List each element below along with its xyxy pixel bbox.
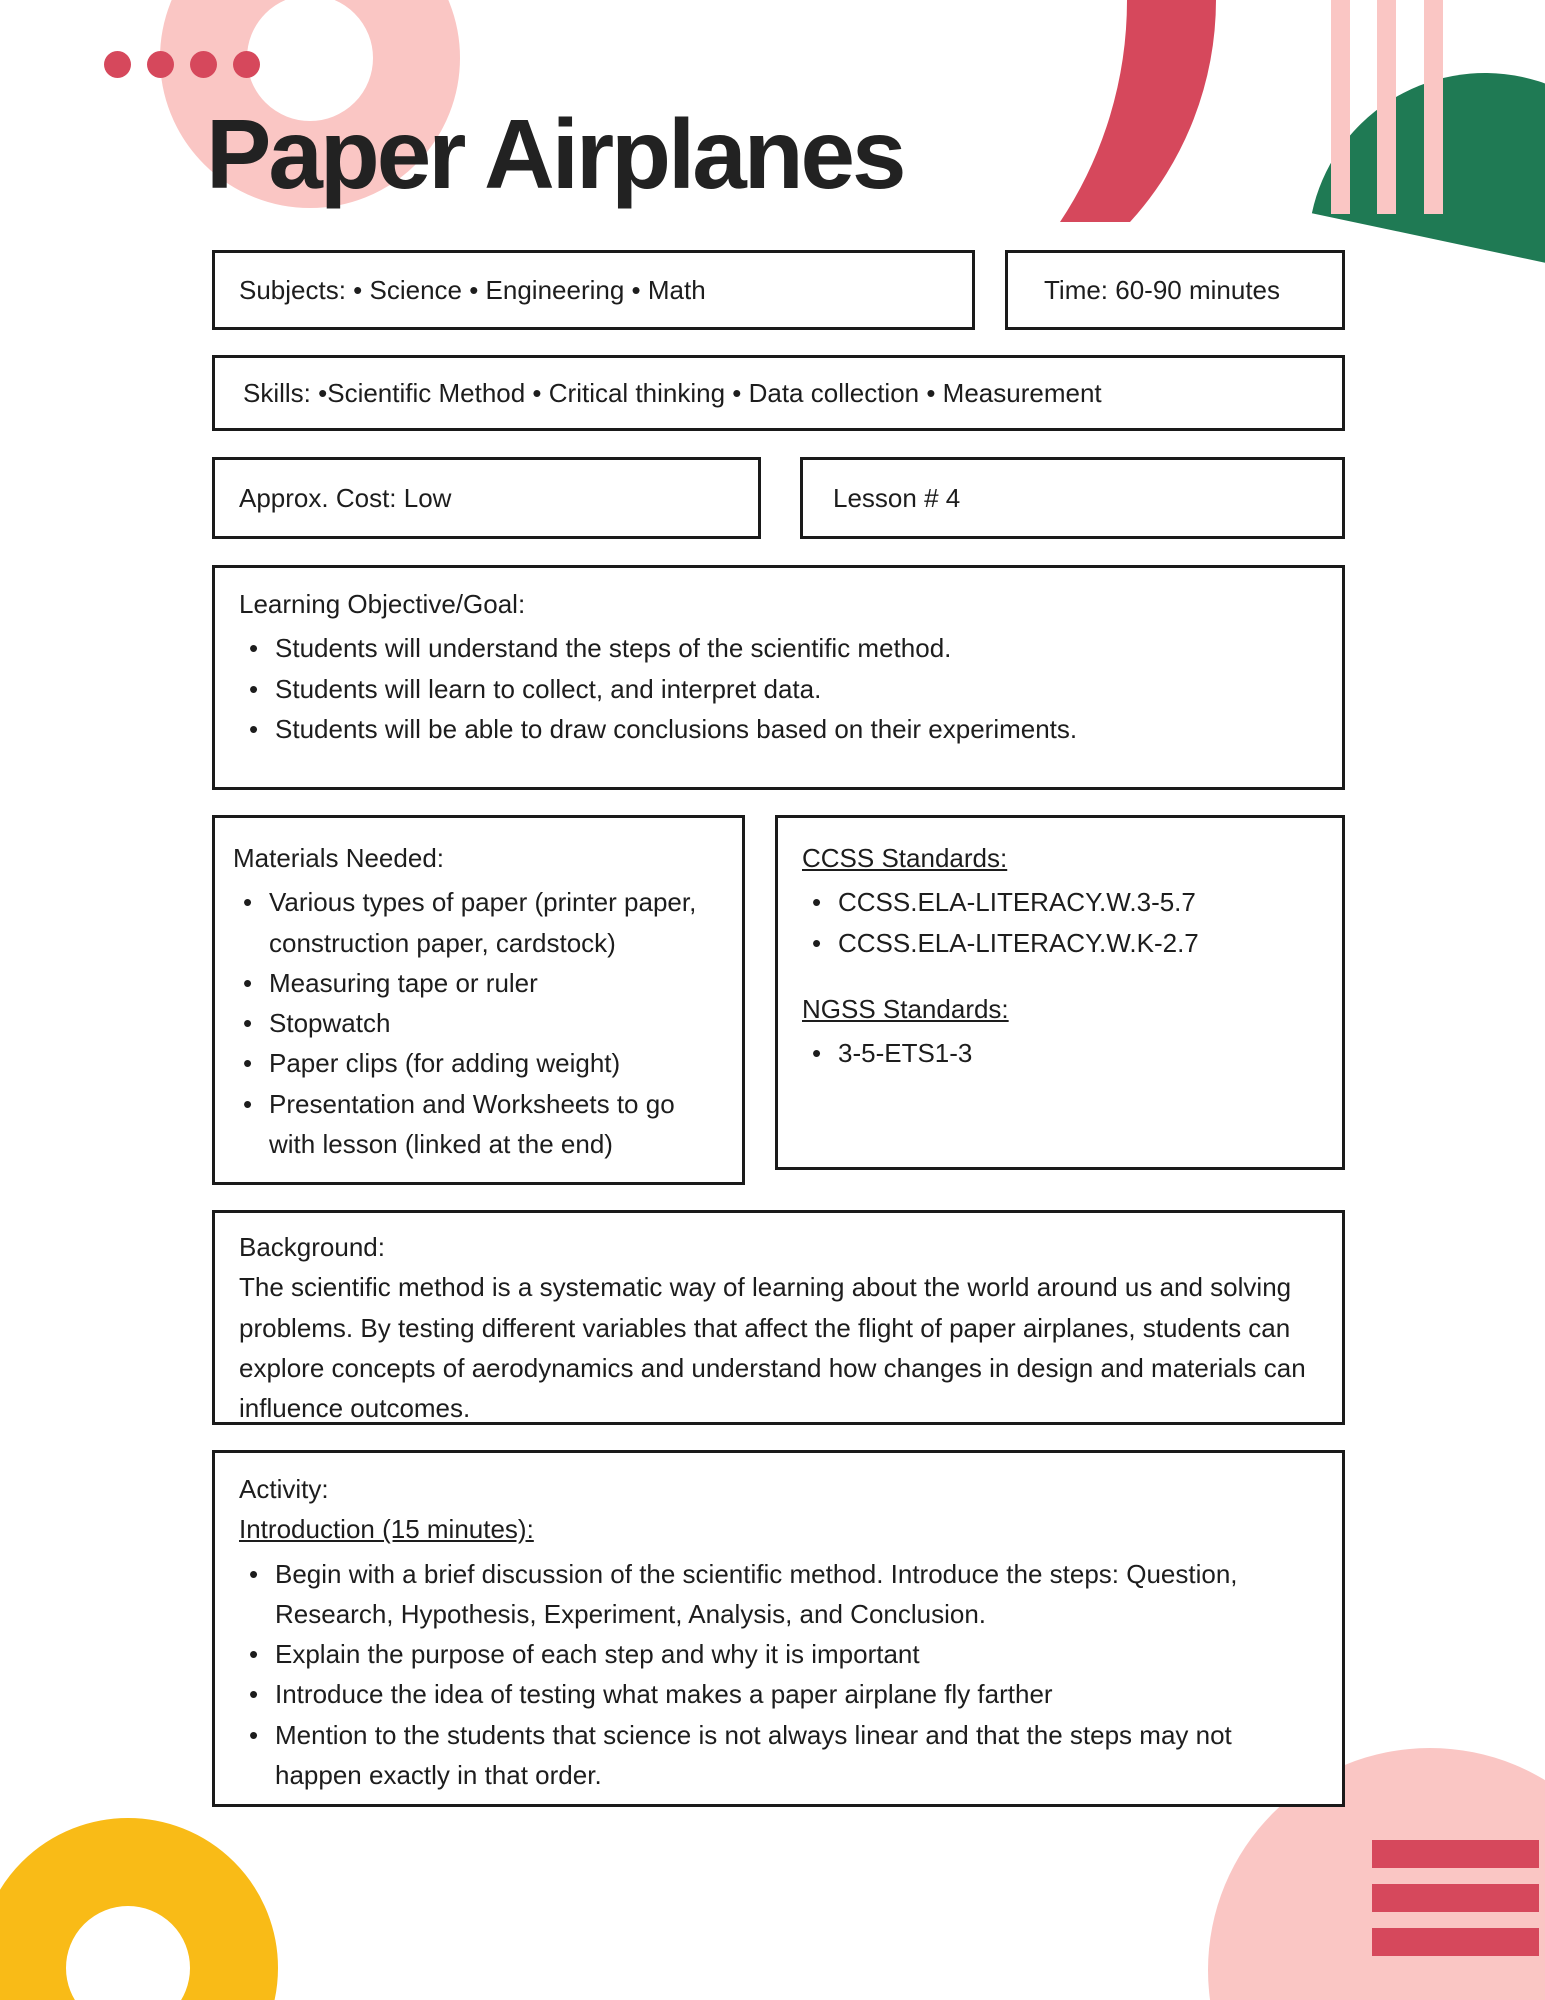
cost-box (212, 457, 761, 539)
list-item: • Students will be able to draw conclusions based on their experiments. (239, 709, 1318, 749)
list-item: • Students will learn to collect, and interpret data. (239, 669, 1318, 709)
list-item: • CCSS.ELA-LITERACY.W.K-2.7 (802, 923, 1318, 963)
ccss-standards-list (802, 882, 1318, 963)
skills-label: Skills: •Scientific Method • Critical thinking • Data collection • Measurement (243, 377, 1102, 408)
pink-stripe-decoration (1377, 0, 1396, 214)
list-item: • Begin with a brief discussion of the scientific method. Introduce the steps: Question, Research, Hypothesis, Experiment, Analysis, and Conclusion. (239, 1554, 1318, 1635)
materials-box (212, 815, 745, 1185)
time-box (1005, 250, 1345, 330)
list-item: • Explain the purpose of each step and why it is important (239, 1634, 1318, 1674)
learning-objective-box (212, 565, 1345, 790)
background-heading: Background: (239, 1232, 385, 1262)
red-stripe-decoration (1372, 1928, 1539, 1956)
lesson-number-box (800, 457, 1345, 539)
list-item: • Students will understand the steps of the scientific method. (239, 628, 1318, 668)
list-item: • 3-5-ETS1-3 (802, 1033, 1318, 1073)
cost-label: Approx. Cost: Low (239, 482, 452, 513)
skills-box (212, 355, 1345, 431)
materials-list (233, 882, 724, 1164)
standards-box (775, 815, 1345, 1170)
lesson-number-label: Lesson # 4 (833, 482, 961, 513)
learning-objective-list (239, 628, 1318, 749)
ngss-standards-group (802, 989, 1318, 1074)
list-item: • Measuring tape or ruler (233, 963, 724, 1003)
subjects-box (212, 250, 975, 330)
ccss-standards-heading: CCSS Standards: (802, 843, 1008, 873)
background-box (212, 1210, 1345, 1425)
ngss-standards-list (802, 1033, 1318, 1073)
background-body: The scientific method is a systematic way of learning about the world around us and solving problems. By testing different variables that affect the flight of paper airplanes, students can explore concepts of aerodynamics and understand how changes in design and materials can influence outcomes. (239, 1272, 1306, 1424)
activity-heading: Activity: (239, 1474, 329, 1504)
page-title: Paper Airplanes (206, 99, 904, 209)
list-item: • Introduce the idea of testing what makes a paper airplane fly farther (239, 1674, 1318, 1714)
ngss-standards-heading: NGSS Standards: (802, 993, 1009, 1024)
activity-list (239, 1554, 1318, 1796)
list-item: • Presentation and Worksheets to go with lesson (linked at the end) (233, 1084, 724, 1165)
pink-stripe-decoration (1331, 0, 1350, 214)
learning-objective-heading: Learning Objective/Goal: (239, 589, 526, 619)
yellow-donut-shape (0, 1818, 278, 2000)
ccss-standards-group (802, 838, 1318, 963)
list-item: • Mention to the students that science is not always linear and that the steps may not happen exactly in that order. (239, 1715, 1318, 1796)
red-stripe-decoration (1372, 1884, 1539, 1912)
list-item: • Paper clips (for adding weight) (233, 1043, 724, 1083)
subjects-label: Subjects: • Science • Engineering • Math (239, 274, 706, 305)
list-item: • Various types of paper (printer paper, construction paper, cardstock) (233, 882, 724, 963)
red-stripe-decoration (1372, 1840, 1539, 1868)
pink-stripe-decoration (1424, 0, 1443, 214)
list-item: • CCSS.ELA-LITERACY.W.3-5.7 (802, 882, 1318, 922)
materials-heading: Materials Needed: (233, 843, 444, 873)
activity-intro-heading: Introduction (15 minutes): (239, 1514, 534, 1545)
activity-box (212, 1450, 1345, 1807)
list-item: • Stopwatch (233, 1003, 724, 1043)
time-label: Time: 60-90 minutes (1044, 274, 1281, 305)
